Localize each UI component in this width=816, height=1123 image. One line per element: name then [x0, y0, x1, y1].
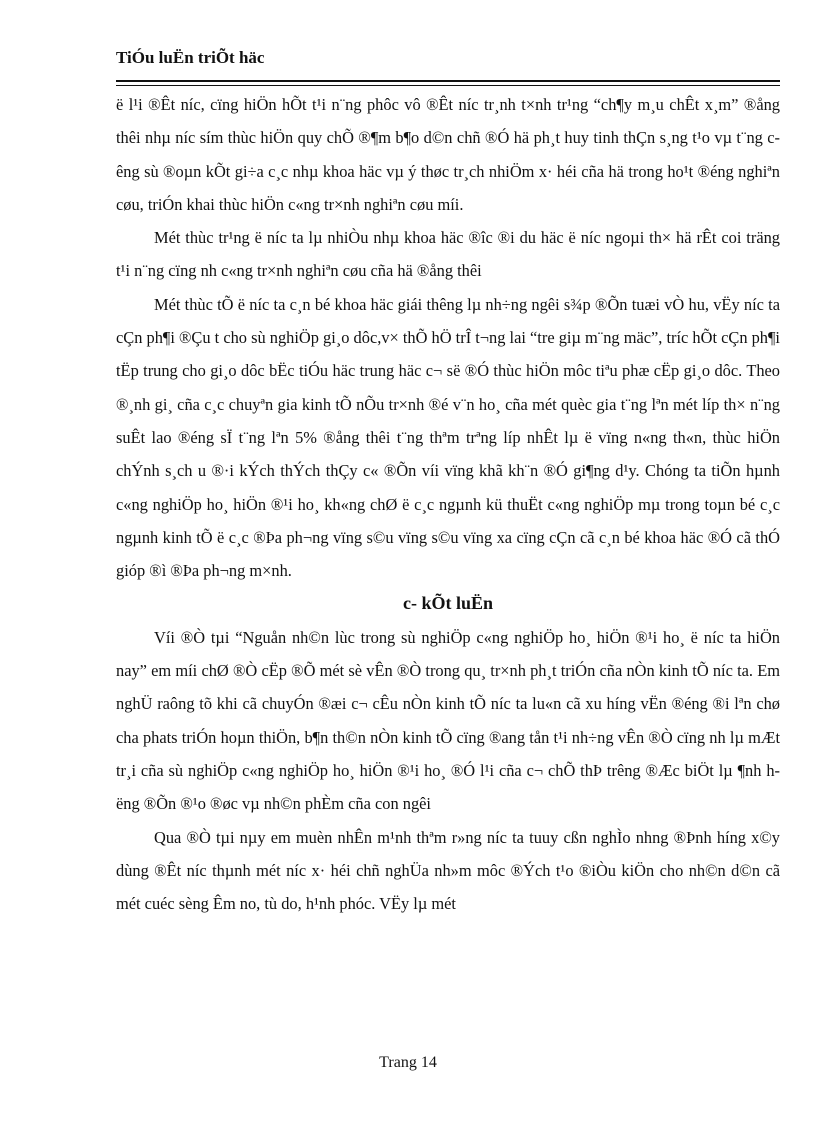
header-rule-thick — [116, 80, 780, 82]
header-rule-thin — [116, 85, 780, 86]
document-body — [116, 88, 780, 920]
page-number: Trang 14 — [379, 1054, 437, 1071]
paragraph-continuation: ë l¹i ®Êt níc, cïng hiÖn hÕt t¹i n¨ng phôc vô ®Êt níc tr¸nh t×nh tr¹ng “ch¶y m¸u chÊt x¸m” ®ång thêi nhµ níc sím thùc hiÖn quy chÕ ®¶m b¶o d©n chñ ®Ó hä ph¸t huy tinh thÇn s¸ng t¹o vµ t¨ng cêng sù ®oµn kÕt gi÷a c¸c nhµ khoa häc vµ ý thøc tr¸ch nhiÖm x· héi cña hä trong ho¹t ®éng nghiªn cøu, triÓn khai thùc hiÖn c«ng tr×nh nghiªn cøu míi. — [116, 95, 780, 214]
section-heading: c- kÕt luËn — [402, 593, 494, 614]
paragraph: Mét thùc tr¹ng ë níc ta lµ nhiÒu nhµ khoa häc ®îc ®i du häc ë níc ngoµi th× hä rÊt coi träng t¹i n¨ng cïng nh c«ng tr×nh nghiªn cøu cña hä ®ång thêi — [116, 228, 780, 281]
paragraph: Víi ®Ò tµi “Nguån nh©n lùc trong sù nghiÖp c«ng nghiÖp ho¸ hiÖn ®¹i ho¸ ë níc ta hiÖn nay” em míi chØ ®Ò cËp ®Õ mét sè vÊn ®Ò trong qu¸ tr×nh ph¸t triÓn cña nÒn kinh tÕ níc ta. Em nghÜ raông tõ khi cã chuyÓn ®æi c¬ cÊu nÒn kinh tÕ níc ta lu«n cã xu híng vËn ®éng ®i lªn chø cha phats triÓn hoµn thiÖn, b¶n th©n nÒn kinh tÕ cïng ®ang tån t¹i nh÷ng vÊn ®Ò cïng nh lµ mÆt tr¸i cña sù nghiÖp c«ng nghiÖp ho¸ hiÖn ®¹i ho¸ ®Ó l¹i cña c¬ chÕ thÞ trêng ®Æc biÖt lµ ¶nh hëng ®Õn ®¹o ®øc vµ nh©n phÈm cña con ngêi — [116, 627, 780, 814]
paragraph: Qua ®Ò tµi nµy em muèn nhÊn m¹nh thªm r»ng níc ta tuuy cßn nghÌo nhng ®Þnh híng x©y dùng ®Êt níc thµnh mét níc x· héi chñ nghÜa nh»m môc ®Ých t¹o ®iÒu kiÖn cho nh©n d©n cã mét cuéc sèng Êm no, tù do, h¹nh phóc. VËy lµ mét — [116, 827, 780, 914]
page-header-title: TiÓu luËn triÕt häc — [116, 48, 265, 67]
paragraph: Mét thùc tÕ ë níc ta c¸n bé khoa häc giái thêng lµ nh÷ng ngêi s¾p ®Õn tuæi vÒ hu, vËy níc ta cÇn ph¶i ®Çu t cho sù nghiÖp gi¸o dôc,v× thÕ hÖ trÎ t¬ng lai “tre giµ m¨ng mäc”, tríc hÕt cÇn ph¶i tËp trung cho gi¸o dôc bËc tiÓu häc trung häc c¬ së ®Ó thùc hiÖn môc tiªu phæ cËp gi¸o dôc. Theo ®¸nh gi¸ cña c¸c chuyªn gia kinh tÕ nÕu tr×nh ®é v¨n ho¸ cña mét quèc gia t¨ng lªn mét líp th× n¨ng suÊt lao ®éng sÏ t¨ng lªn 5% ®ång thêi t¨ng thªm trªng líp nhÊt lµ ë vïng n«ng th«n, thùc hiÖn chÝnh s¸ch u ®·i kÝch thÝch thÇy c« ®Õn víi vïng khã kh¨n ®Ó gi¶ng d¹y. Chóng ta tiÕn hµnh c«ng nghiÖp ho¸ hiÖn ®¹i ho¸ kh«ng chØ ë c¸c ngµnh kü thuËt c«ng nghiÖp mµ trong toµn bé c¸c ngµnh kinh tÕ ë c¸c ®Þa ph¬ng vïng s©u vïng s©u vïng xa cïng cÇn cã c¸n bé khoa häc ®Ó cã thÓ gióp ®ì ®Þa ph¬ng m×nh. — [116, 294, 780, 581]
